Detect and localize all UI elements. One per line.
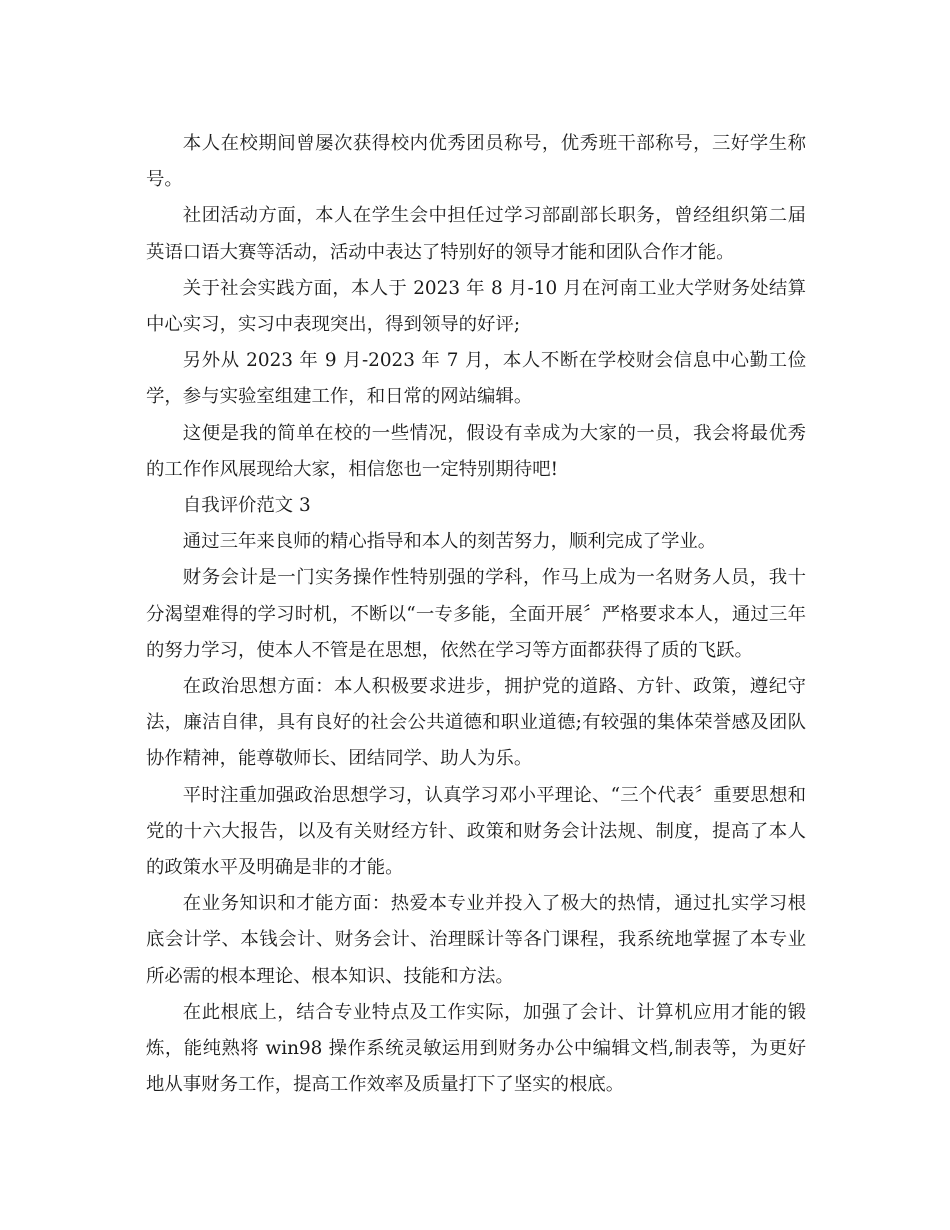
paragraph-intro: 通过三年来良师的精心指导和本人的刻苦努力，顺利完成了学业。 <box>182 531 717 553</box>
paragraph-honors: 本人在校期间曾屡次获得校内优秀团员称号，优秀班干部称号，三好学生称号。 <box>146 133 806 191</box>
document-body <box>146 126 806 1103</box>
paragraph-accounting: 财务会计是一门实务操作性特别强的学科，作马上成为一名财务人员，我十分渴望难得的学习时机，不断以“一专多能，全面开展〞严格要求本人，通过三年的努力学习，使本人不管是在思想，依然在学习等方面都获得了质的飞跃。 <box>146 567 806 661</box>
paragraph-club-activities: 社团活动方面，本人在学生会中担任过学习部副部长职务，曾经组织第二届英语口语大赛等活动，活动中表达了特别好的领导才能和团队合作才能。 <box>146 205 806 263</box>
section-heading: 自我评价范文 3 <box>182 495 311 517</box>
paragraph-work-study: 另外从 2023 年 9 月-2023 年 7 月，本人不断在学校财会信息中心勤工俭学，参与实验室组建工作，和日常的网站编辑。 <box>146 350 806 408</box>
paragraph-professional-knowledge: 在业务知识和才能方面：热爱本专业并投入了极大的热情，通过扎实学习根底会计学、本钱会计、财务会计、治理睬计等各门课程，我系统地掌握了本专业所必需的根本理论、根本知识、技能和方法。 <box>146 893 806 987</box>
paragraph-theory-study: 平时注重加强政治思想学习，认真学习邓小平理论、“三个代表〞重要思想和党的十六大报告，以及有关财经方针、政策和财务会计法规、制度，提高了本人的政策水平及明确是非的才能。 <box>146 784 806 879</box>
paragraph-social-practice: 关于社会实践方面，本人于 2023 年 8 月-10 月在河南工业大学财务处结算中心实习，实习中表现突出，得到领导的好评; <box>146 277 806 336</box>
paragraph-closing: 这便是我的简单在校的一些情况，假设有幸成为大家的一员，我会将最优秀的工作作风展现给大家，相信您也一定特别期待吧! <box>146 422 806 480</box>
paragraph-computer-skills: 在此根底上，结合专业特点及工作实际，加强了会计、计算机应用才能的锻炼，能纯熟将 win98 操作系统灵敏运用到财务办公中编辑文档,制表等，为更好地从事财务工作，提高工作效率及质量打下了坚实的根底。 <box>146 1001 806 1096</box>
paragraph-political: 在政治思想方面：本人积极要求进步，拥护党的道路、方针、政策，遵纪守法，廉洁自律，具有良好的社会公共道德和职业道德;有较强的集体荣誉感及团队协作精神，能尊敬师长、团结同学、助人为乐。 <box>146 676 806 770</box>
